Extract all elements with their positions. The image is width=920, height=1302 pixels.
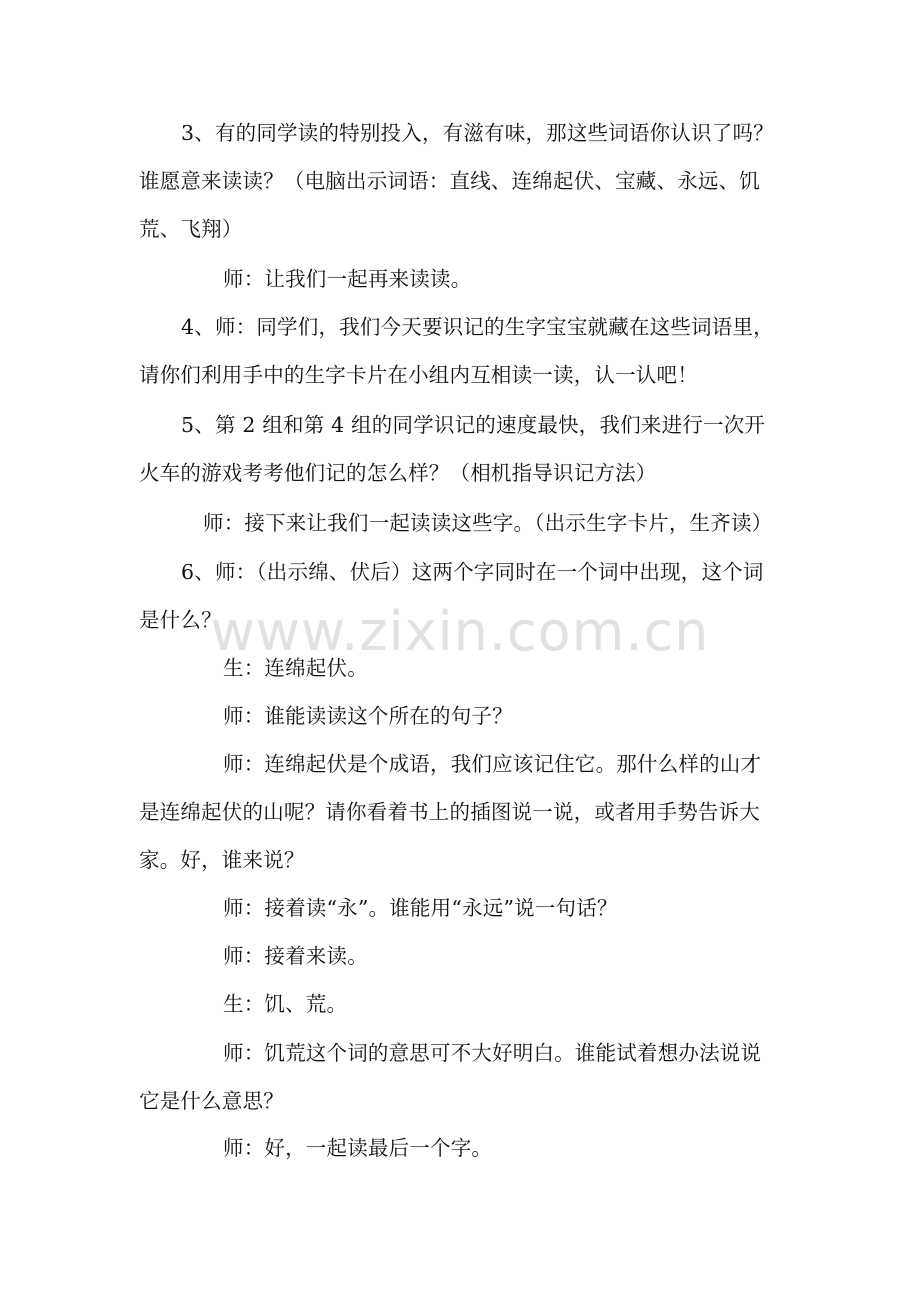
paragraph-3: 4、师：同学们，我们今天要识记的生字宝宝就藏在这些词语里，请你们利用手中的生字卡片在小组内互相读一读，认一认吧！ bbox=[139, 315, 774, 387]
paragraph-11: 师：接着来读。 bbox=[223, 944, 368, 968]
paragraph-13: 师：饥荒这个词的意思可不大好明白。谁能试着想办法说说它是什么意思？ bbox=[139, 1041, 762, 1113]
paragraph-10: 师：接着读“永”。谁能用“永远”说一句话？ bbox=[223, 896, 618, 920]
paragraph-9: 师：连绵起伏是个成语，我们应该记住它。那什么样的山才是连绵起伏的山呢？请你看着书上的插图说一说，或者用手势告诉大家。好，谁来说？ bbox=[139, 752, 762, 872]
paragraph-7: 生：连绵起伏。 bbox=[223, 656, 368, 680]
paragraph-1: 3、有的同学读的特别投入，有滋有味，那这些词语你认识了吗？谁愿意来读读？（电脑出示词语：直线、连绵起伏、宝藏、永远、饥荒、飞翔） bbox=[139, 121, 774, 241]
paragraph-14: 师：好，一起读最后一个字。 bbox=[223, 1136, 493, 1160]
paragraph-2: 师：让我们一起再来读读。 bbox=[223, 267, 472, 291]
paragraph-4: 5、第 2 组和第 4 组的同学识记的速度最快，我们来进行一次开火车的游戏考考他们记的怎么样？（相机指导识记方法） bbox=[139, 413, 766, 485]
watermark: www.zixin.com.cn bbox=[210, 600, 710, 663]
paragraph-5: 师：接下来让我们一起读读这些字。（出示生字卡片，生齐读） bbox=[203, 511, 773, 535]
paragraph-8: 师：谁能读读这个所在的句子？ bbox=[223, 704, 513, 728]
paragraph-6: 6、师：（出示绵、伏后）这两个字同时在一个词中出现，这个词是什么？ bbox=[139, 560, 764, 632]
paragraph-12: 生：饥、荒。 bbox=[223, 992, 348, 1016]
